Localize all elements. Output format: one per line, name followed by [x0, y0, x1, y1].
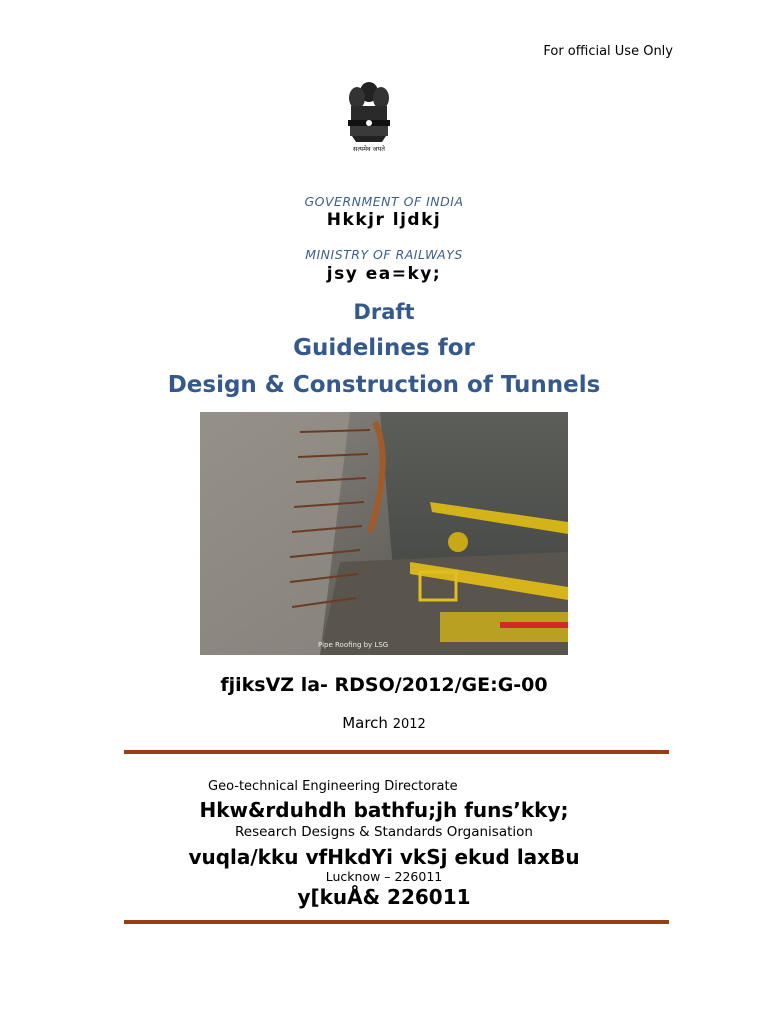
bottom-divider	[124, 920, 669, 924]
official-use-label: For official Use Only	[543, 44, 673, 59]
directorate-hindi: Hkw&rduhdh bathfu;jh funs’kky;	[199, 798, 569, 822]
title-line-1: Guidelines for	[293, 335, 475, 361]
photo-caption: Pipe Roofing by LSG	[318, 641, 389, 649]
ministry-hindi: jsy ea=ky;	[326, 264, 442, 284]
government-english: GOVERNMENT OF INDIA	[304, 194, 464, 209]
state-emblem-icon	[342, 78, 396, 154]
date-year: 2012	[392, 717, 426, 732]
government-hindi: Hkkjr ljdkj	[326, 210, 442, 230]
organisation-hindi: vuqla/kku vfHkdYi vkSj ekud laxBu	[188, 845, 580, 869]
title-line-2: Design & Construction of Tunnels	[167, 372, 601, 398]
tunnel-construction-photo	[200, 412, 568, 655]
ministry-english: MINISTRY OF RAILWAYS	[305, 247, 463, 262]
document-date	[0, 714, 768, 732]
draft-label: Draft	[353, 300, 415, 324]
svg-text:सत्यमेव जयते: सत्यमेव जयते	[353, 145, 385, 153]
organisation-english: Research Designs & Standards Organisation	[235, 824, 533, 840]
top-divider	[124, 750, 669, 754]
location-english: Lucknow – 226011	[325, 869, 443, 884]
location-hindi: y[kuÅ& 226011	[297, 885, 471, 909]
date-month: March	[342, 714, 388, 732]
document-number: fjiksVZ la- RDSO/2012/GE:G-00	[220, 674, 548, 696]
directorate-english: Geo-technical Engineering Directorate	[208, 779, 458, 794]
